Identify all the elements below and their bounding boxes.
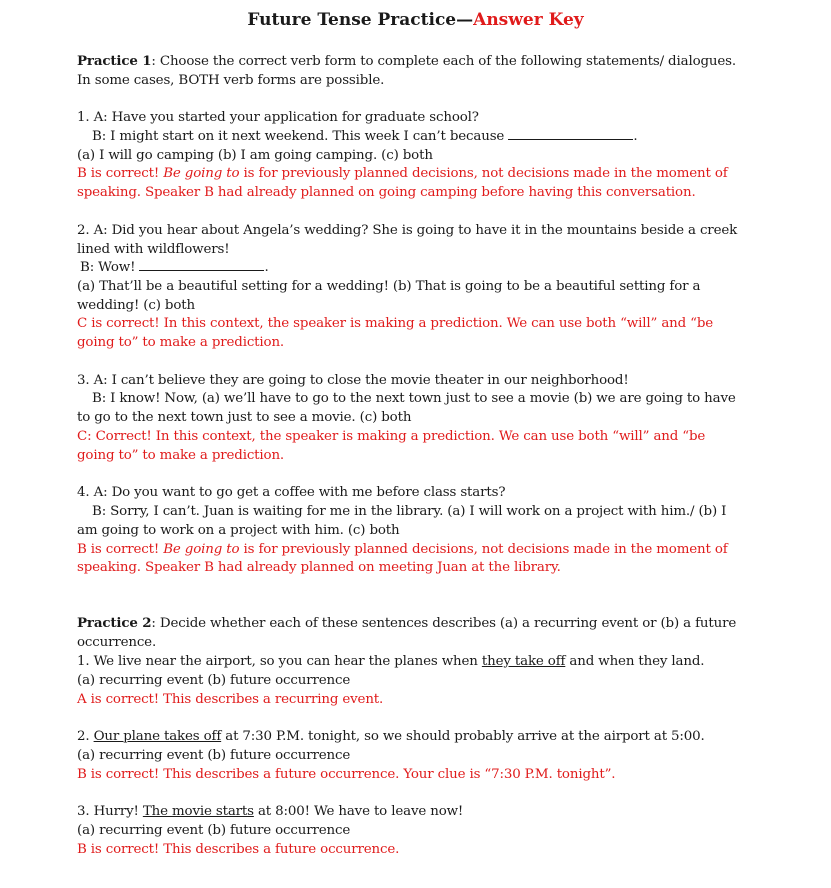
p2-q1-sentence: 1. We live near the airport, so you can hear the planes when they take off and when they land.: [77, 654, 705, 669]
p2-q3-options: (a) recurring event (b) future occurrence: [77, 823, 351, 838]
p1-q4-speaker-a: 4. A: Do you want to go get a coffee with me before class starts?: [77, 485, 506, 500]
p1-q1-answer: B is correct! Be going to is for previously planned decisions, not decisions made in the moment of: [77, 166, 728, 181]
p2-q1-answer: A is correct! This describes a recurring event.: [77, 692, 384, 707]
p1-q2-speaker-a-cont: lined with wildflowers!: [77, 242, 230, 257]
p1-q1-answer-cont: speaking. Speaker B had already planned on going camping before having this conversation.: [77, 185, 696, 200]
practice-1-instructions-cont: In some cases, BOTH verb forms are possible.: [77, 73, 385, 88]
practice-1-label: Practice 1: [77, 53, 152, 69]
p2-q2-answer: B is correct! This describes a future occurrence. Your clue is “7:30 P.M. tonight”.: [77, 767, 616, 782]
p1-q2-options-cont: wedding! (c) both: [77, 298, 195, 313]
p2-q1-options: (a) recurring event (b) future occurrence: [77, 673, 351, 688]
p1-q2-options: (a) That’ll be a beautiful setting for a wedding! (b) That is going to be a beautiful setting for a: [77, 279, 701, 294]
title-answer-key: Answer Key: [473, 10, 584, 30]
p1-q2-speaker-b: B: Wow! .: [80, 260, 269, 275]
p1-q3-speaker-b-cont: to go to the next town just to see a movie. (c) both: [77, 410, 412, 425]
practice-1-instructions: Practice 1: Choose the correct verb form to complete each of the following statements/ dialogues.: [77, 53, 736, 69]
p1-q4-answer-cont: speaking. Speaker B had already planned on meeting Juan at the library.: [77, 560, 561, 575]
p1-q4-answer: B is correct! Be going to is for previously planned decisions, not decisions made in the moment of: [77, 542, 728, 557]
p1-q4-speaker-b: B: Sorry, I can’t. Juan is waiting for me in the library. (a) I will work on a project with him./ (b) I: [92, 504, 727, 519]
p1-q2-answer-cont: going to” to make a prediction.: [77, 335, 285, 350]
practice-2-instructions: Practice 2: Decide whether each of these sentences describes (a) a recurring event or (b) a future: [77, 615, 737, 631]
p2-q2-sentence: 2. Our plane takes off at 7:30 P.M. tonight, so we should probably arrive at the airport at 5:00.: [77, 729, 705, 744]
practice-2-label: Practice 2: [77, 615, 152, 631]
p1-q2-answer: C is correct! In this context, the speaker is making a prediction. We can use both “will” and “be: [77, 316, 714, 331]
p2-q3-sentence: 3. Hurry! The movie starts at 8:00! We have to leave now!: [77, 804, 464, 819]
p2-q3-answer: B is correct! This describes a future occurrence.: [77, 842, 400, 857]
p1-q3-speaker-b: B: I know! Now, (a) we’ll have to go to the next town just to see a movie (b) we are going to have: [92, 391, 736, 406]
fill-in-blank: [139, 258, 264, 271]
p1-q4-speaker-b-cont: am going to work on a project with him. (c) both: [77, 523, 400, 538]
p1-q3-answer: C: Correct! In this context, the speaker is making a prediction. We can use both “will” and “be: [77, 429, 706, 444]
p1-q3-answer-cont: going to” to make a prediction.: [77, 448, 285, 463]
fill-in-blank: [508, 127, 633, 140]
page-title: [0, 10, 831, 30]
p1-q1-options: (a) I will go camping (b) I am going camping. (c) both: [77, 148, 433, 163]
p1-q3-speaker-a: 3. A: I can’t believe they are going to close the movie theater in our neighborhood!: [77, 373, 629, 388]
practice-2-instructions-cont: occurrence.: [77, 635, 157, 650]
p2-q2-options: (a) recurring event (b) future occurrence: [77, 748, 351, 763]
p1-q2-speaker-a: 2. A: Did you hear about Angela’s wedding? She is going to have it in the mountains beside a creek: [77, 223, 738, 238]
title-main: Future Tense Practice—: [247, 10, 474, 30]
p1-q1-speaker-b: B: I might start on it next weekend. This week I can’t because .: [92, 129, 638, 144]
p1-q1-speaker-a: 1. A: Have you started your application for graduate school?: [77, 110, 479, 125]
